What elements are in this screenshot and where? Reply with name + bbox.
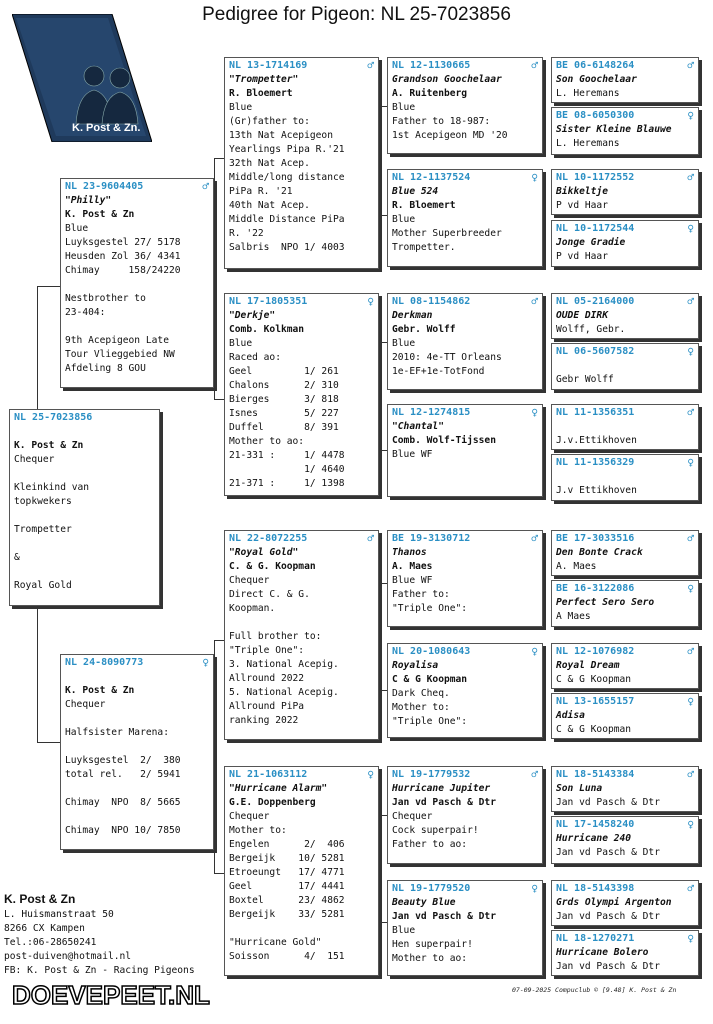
info-line: 1/ 4640 (229, 464, 345, 475)
owner: Jan vd Pasch & Dtr (556, 847, 660, 858)
info-line: Chimay 158/24220 (65, 265, 181, 276)
breeder-city: 8266 CX Kampen (4, 923, 85, 934)
connector (214, 640, 215, 873)
owner: Jan vd Pasch & Dtr (392, 911, 496, 922)
ancestor-card[interactable] (551, 816, 699, 864)
info-line: Middle/long distance (229, 172, 345, 183)
pigeon-name: Thanos (392, 547, 427, 558)
connector (379, 450, 387, 451)
pigeon-name: Son Goochelaar (556, 74, 637, 85)
owner: L. Heremans (556, 88, 620, 99)
male-icon: ♂ (687, 532, 694, 545)
info-line: Chimay NPO 10/ 7850 (65, 825, 181, 836)
info-line (65, 320, 209, 334)
owner: Jan vd Pasch & Dtr (556, 911, 660, 922)
great-grandparent-card[interactable] (387, 404, 543, 497)
owner: A. Maes (392, 561, 433, 572)
owner: Gebr. Wolff (392, 324, 456, 335)
info-line: PiPa R. '21 (229, 186, 293, 197)
info-line: Chequer (65, 699, 106, 710)
ancestor-card[interactable] (551, 107, 699, 155)
pigeon-name: "Hurricane Alarm" (229, 783, 328, 794)
pigeon-name: "Chantal" (392, 421, 444, 432)
female-icon: ♀ (202, 656, 209, 669)
info-line: Trompetter (14, 524, 72, 535)
ring-number: NL 13-1655157 (556, 696, 635, 707)
pigeon-name: Bikkeltje (556, 186, 608, 197)
owner: L. Heremans (556, 138, 620, 149)
ancestor-card[interactable] (551, 404, 699, 450)
ring-number: NL 12-1137524 (392, 172, 471, 183)
male-icon: ♂ (687, 645, 694, 658)
ancestor-card[interactable] (551, 293, 699, 339)
father-card[interactable] (60, 178, 214, 388)
info-line: Dark Cheq. (392, 688, 450, 699)
page-title: Pedigree for Pigeon: NL 25-7023856 (202, 4, 511, 25)
info-line: Chequer (392, 811, 433, 822)
connector (379, 342, 387, 343)
owner: C & G Koopman (392, 674, 468, 685)
pigeon-name: Royal Dream (556, 660, 620, 671)
info-line: Mother Superbreeder (392, 228, 502, 239)
ring-number: NL 24-8090773 (65, 657, 144, 668)
owner: C & G Koopman (556, 674, 632, 685)
info-line (65, 782, 209, 796)
ring-number: NL 10-1172552 (556, 172, 635, 183)
breeder-name: K. Post & Zn (4, 892, 76, 906)
info-line (14, 509, 155, 523)
owner: J.v.Ettikhoven (556, 435, 637, 446)
breeder-address: L. Huismanstraat 50 (4, 909, 114, 920)
male-icon: ♂ (531, 295, 538, 308)
owner: R. Bloemert (392, 200, 456, 211)
pigeon-name: Hurricane 240 (556, 833, 632, 844)
grandparent-card[interactable] (224, 293, 379, 496)
ancestor-card[interactable] (551, 57, 699, 103)
female-icon: ♀ (687, 222, 694, 235)
info-line: 23-404: (65, 307, 106, 318)
info-line: 32th Nat Acep. (229, 158, 310, 169)
ring-number: BE 19-3130712 (392, 533, 471, 544)
pigeon-name: OUDE DIRK (556, 310, 608, 321)
info-line: Engelen 2/ 406 (229, 839, 345, 850)
connector (37, 606, 38, 742)
connector (214, 640, 224, 641)
info-line: Heusden Zol 36/ 4341 (65, 251, 181, 262)
female-icon: ♀ (687, 456, 694, 469)
pigeon-name: Royalisa (392, 660, 439, 671)
pigeon-name: Hurricane Jupiter (392, 783, 491, 794)
owner: Gebr Wolff (556, 374, 614, 385)
info-line: Isnes 5/ 227 (229, 408, 339, 419)
connector (379, 583, 387, 584)
male-icon: ♂ (687, 406, 694, 419)
pigeon-name: Grds Olympi Argenton (556, 897, 672, 908)
connector (214, 399, 224, 400)
info-line: Blue WF (392, 575, 433, 586)
info-line: 2010: 4e-TT Orleans (392, 352, 502, 363)
breeder-email[interactable]: post-duiven@hotmail.nl (4, 951, 132, 962)
great-grandparent-card[interactable] (387, 530, 543, 627)
great-grandparent-card[interactable] (387, 880, 543, 976)
connector (214, 873, 224, 874)
info-line: 21-371 : 1/ 1398 (229, 478, 345, 489)
ring-number: NL 12-1274815 (392, 407, 471, 418)
info-line: 1st Acepigeon MD '20 (392, 130, 508, 141)
pigeon-name: Derkman (392, 310, 433, 321)
ring-number: NL 17-1458240 (556, 819, 635, 830)
info-line: 5. National Acepig. (229, 687, 339, 698)
female-icon: ♀ (367, 295, 374, 308)
ring-number: NL 12-1130665 (392, 60, 471, 71)
male-icon: ♂ (531, 768, 538, 781)
grandparent-card[interactable] (224, 57, 379, 269)
ancestor-card[interactable] (551, 930, 699, 976)
connector (214, 158, 224, 159)
watermark: DOEVEPEET.NL (12, 980, 210, 1010)
connector (379, 922, 387, 923)
connector (379, 106, 387, 107)
info-line: Chequer (14, 454, 55, 465)
info-line: Kleinkind van (14, 482, 90, 493)
ring-number: NL 11-1356351 (556, 407, 635, 418)
info-line (229, 616, 374, 630)
male-icon: ♂ (687, 171, 694, 184)
info-line: Father to 18-987: (392, 116, 491, 127)
owner: Comb. Kolkman (229, 324, 305, 335)
ring-number: BE 06-6148264 (556, 60, 635, 71)
ring-number: NL 05-2164000 (556, 296, 635, 307)
info-line: Chequer (229, 575, 270, 586)
owner: P vd Haar (556, 251, 608, 262)
info-line: 21-331 : 1/ 4478 (229, 450, 345, 461)
info-line: Blue (229, 338, 253, 349)
male-icon: ♂ (687, 882, 694, 895)
male-icon: ♂ (531, 532, 538, 545)
owner: G.E. Doppenberg (229, 797, 316, 808)
grandparent-card[interactable] (224, 766, 379, 976)
owner: A. Maes (556, 561, 597, 572)
ring-number: NL 18-5143384 (556, 769, 635, 780)
ring-number: NL 06-5607582 (556, 346, 635, 357)
owner: Wolff, Gebr. (556, 324, 626, 335)
ring-number: NL 22-8072255 (229, 533, 308, 544)
info-line: Blue (65, 223, 89, 234)
owner: A. Ruitenberg (392, 88, 468, 99)
connector (379, 690, 387, 691)
great-grandparent-card[interactable] (387, 293, 543, 390)
grandparent-card[interactable] (224, 530, 379, 740)
owner: K. Post & Zn (65, 685, 135, 696)
ring-number: BE 17-3033516 (556, 533, 635, 544)
pigeon-name: Jonge Gradie (556, 237, 626, 248)
owner: J.v Ettikhoven (556, 485, 637, 496)
ancestor-card[interactable] (551, 169, 699, 215)
info-line: Soisson 4/ 151 (229, 951, 345, 962)
pigeon-name: Perfect Sero Sero (556, 597, 655, 608)
great-grandparent-card[interactable] (387, 766, 543, 864)
pigeon-name (556, 470, 694, 484)
female-icon: ♀ (367, 768, 374, 781)
info-line: Bergeijk 33/ 5281 (229, 909, 345, 920)
ancestor-card[interactable] (551, 580, 699, 627)
owner: Jan vd Pasch & Dtr (556, 797, 660, 808)
ancestor-card[interactable] (551, 643, 699, 689)
connector (379, 815, 387, 816)
pigeon-name: Adisa (556, 710, 585, 721)
info-line: Raced ao: (229, 352, 281, 363)
great-grandparent-card[interactable] (387, 643, 543, 738)
info-line (65, 740, 209, 754)
info-line: Allround 2022 (229, 673, 305, 684)
connector (379, 215, 387, 216)
pigeon-name: "Trompetter" (229, 74, 299, 85)
info-line: Luyksgestel 27/ 5178 (65, 237, 181, 248)
info-line: 1e-EF+1e-TotFond (392, 366, 485, 377)
info-line: Koopman. (229, 603, 276, 614)
owner: Comb. Wolf-Tijssen (392, 435, 496, 446)
logo (12, 14, 152, 142)
info-line (65, 712, 209, 726)
owner: C. & G. Koopman (229, 561, 316, 572)
ring-number: NL 17-1805351 (229, 296, 308, 307)
pigeon-name: Son Luna (556, 783, 603, 794)
ring-number: NL 10-1172544 (556, 223, 635, 234)
owner: Jan vd Pasch & Dtr (556, 961, 660, 972)
info-line: Duffel 8/ 391 (229, 422, 339, 433)
breeder-phone: Tel.:06-28650241 (4, 937, 97, 948)
female-icon: ♀ (687, 582, 694, 595)
info-line: "Triple One": (229, 645, 305, 656)
female-icon: ♀ (531, 406, 538, 419)
info-line: Mother to: (229, 825, 287, 836)
ring-number: NL 19-1779520 (392, 883, 471, 894)
female-icon: ♀ (687, 345, 694, 358)
info-line: "Triple One": (392, 716, 468, 727)
info-line: Direct C. & G. (229, 589, 310, 600)
pigeon-name (556, 359, 694, 373)
info-line: Mother to: (392, 702, 450, 713)
info-line: Tour Vlieggebied NW (65, 349, 175, 360)
male-icon: ♂ (367, 532, 374, 545)
male-icon: ♂ (687, 295, 694, 308)
info-line: Blue WF (392, 449, 433, 460)
pigeon-name: Hurricane Bolero (556, 947, 649, 958)
great-grandparent-card[interactable] (387, 169, 543, 267)
female-icon: ♀ (531, 645, 538, 658)
ancestor-card[interactable] (551, 220, 699, 267)
info-line: Halfsister Marena: (65, 727, 169, 738)
pigeon-name: "Philly" (65, 195, 112, 206)
pigeon-name: "Derkje" (229, 310, 276, 321)
info-line: Full brother to: (229, 631, 322, 642)
info-line: Blue (229, 102, 253, 113)
info-line: total rel. 2/ 5941 (65, 769, 181, 780)
info-line: "Triple One": (392, 603, 468, 614)
breeder-info (4, 890, 195, 978)
info-line: Salbris NPO 1/ 4003 (229, 242, 345, 253)
ring-number: NL 21-1063112 (229, 769, 308, 780)
info-line (14, 425, 155, 439)
male-icon: ♂ (202, 180, 209, 193)
pigeon-name: Beauty Blue (392, 897, 456, 908)
info-line: Royal Gold (14, 580, 72, 591)
info-line: Luyksgestel 2/ 380 (65, 755, 181, 766)
breeder-facebook: FB: K. Post & Zn - Racing Pigeons (4, 965, 195, 976)
subject-card[interactable] (9, 409, 160, 606)
ancestor-card[interactable] (551, 530, 699, 576)
info-line: (Gr)father to: (229, 116, 310, 127)
info-line (14, 565, 155, 579)
info-line: ranking 2022 (229, 715, 299, 726)
pigeon-name: "Royal Gold" (229, 547, 299, 558)
info-line: Geel 17/ 4441 (229, 881, 345, 892)
pigeon-name: Blue 524 (392, 186, 439, 197)
info-line: Cock superpair! (392, 825, 479, 836)
info-line: Chimay NPO 8/ 5665 (65, 797, 181, 808)
ring-number: NL 20-1080643 (392, 646, 471, 657)
ring-number: NL 19-1779532 (392, 769, 471, 780)
owner: C & G Koopman (556, 724, 632, 735)
info-line: Mother to ao: (229, 436, 305, 447)
great-grandparent-card[interactable] (387, 57, 543, 154)
info-line: 13th Nat Acepigeon (229, 130, 333, 141)
info-line (14, 537, 155, 551)
info-line: 9th Acepigeon Late (65, 335, 169, 346)
ring-number: NL 12-1076982 (556, 646, 635, 657)
ring-number: NL 23-9604405 (65, 181, 144, 192)
info-line (65, 810, 209, 824)
info-line: R. '22 (229, 228, 264, 239)
owner: A Maes (556, 611, 591, 622)
male-icon: ♂ (367, 59, 374, 72)
owner: R. Bloemert (229, 88, 293, 99)
ring-number: NL 08-1154862 (392, 296, 471, 307)
info-line: Chequer (229, 811, 270, 822)
pigeon-name: Sister Kleine Blauwe (556, 124, 672, 135)
info-line: Allround PiPa (229, 701, 305, 712)
owner: K. Post & Zn (65, 209, 135, 220)
info-line: Geel 1/ 261 (229, 366, 339, 377)
ring-number: BE 08-6050300 (556, 110, 635, 121)
male-icon: ♂ (687, 59, 694, 72)
info-line (229, 922, 374, 936)
info-line: 40th Nat Acep. (229, 200, 310, 211)
female-icon: ♀ (687, 818, 694, 831)
pigeon-name: Den Bonte Crack (556, 547, 643, 558)
ring-number: NL 25-7023856 (14, 412, 93, 423)
info-line: Blue (392, 925, 416, 936)
ancestor-card[interactable] (551, 880, 699, 926)
owner: K. Post & Zn (14, 440, 84, 451)
info-line: Blue (392, 338, 416, 349)
ancestor-card[interactable] (551, 454, 699, 501)
info-line: Father to: (392, 589, 450, 600)
male-icon: ♂ (531, 59, 538, 72)
female-icon: ♀ (687, 109, 694, 122)
ring-number: BE 16-3122086 (556, 583, 635, 594)
info-line (14, 467, 155, 481)
info-line: Chalons 2/ 310 (229, 380, 339, 391)
owner: Jan vd Pasch & Dtr (392, 797, 496, 808)
info-line: Boxtel 23/ 4862 (229, 895, 345, 906)
info-line: Blue (392, 102, 416, 113)
info-line: & (14, 552, 20, 563)
female-icon: ♀ (531, 882, 538, 895)
connector (37, 286, 38, 411)
ring-number: NL 13-1714169 (229, 60, 308, 71)
info-line: Yearlings Pipa R.'21 (229, 144, 345, 155)
ring-number: NL 18-1270271 (556, 933, 635, 944)
info-line: Father to ao: (392, 839, 468, 850)
owner: P vd Haar (556, 200, 608, 211)
ancestor-card[interactable] (551, 766, 699, 812)
info-line: "Hurricane Gold" (229, 937, 322, 948)
info-line: Bergeijk 10/ 5281 (229, 853, 345, 864)
info-line: topkwekers (14, 496, 72, 507)
info-line: Afdeling 8 GOU (65, 363, 146, 374)
ancestor-card[interactable] (551, 343, 699, 390)
female-icon: ♀ (687, 932, 694, 945)
info-line: Middle Distance PiPa (229, 214, 345, 225)
logo-text: K. Post & Zn. (72, 122, 141, 134)
footer: 07-09-2025 Compuclub © [9.48] K. Post & Zn (512, 986, 677, 994)
ancestor-card[interactable] (551, 693, 699, 739)
pigeon-name: Grandson Goochelaar (392, 74, 502, 85)
mother-card[interactable] (60, 654, 214, 850)
info-line: Blue (392, 214, 416, 225)
ring-number: NL 18-5143398 (556, 883, 635, 894)
info-line: 3. National Acepig. (229, 659, 339, 670)
info-line: Mother to ao: (392, 953, 468, 964)
pigeon-name (556, 420, 694, 434)
info-line (65, 278, 209, 292)
connector (214, 158, 215, 399)
info-line: Nestbrother to (65, 293, 146, 304)
female-icon: ♀ (531, 171, 538, 184)
connector (37, 286, 60, 287)
female-icon: ♀ (687, 695, 694, 708)
info-line: Etroeungt 17/ 4771 (229, 867, 345, 878)
ring-number: NL 11-1356329 (556, 457, 635, 468)
info-line: Bierges 3/ 818 (229, 394, 339, 405)
male-icon: ♂ (687, 768, 694, 781)
info-line: Hen superpair! (392, 939, 473, 950)
info-line: Trompetter. (392, 242, 456, 253)
pigeon-name (65, 670, 209, 684)
connector (37, 742, 60, 743)
